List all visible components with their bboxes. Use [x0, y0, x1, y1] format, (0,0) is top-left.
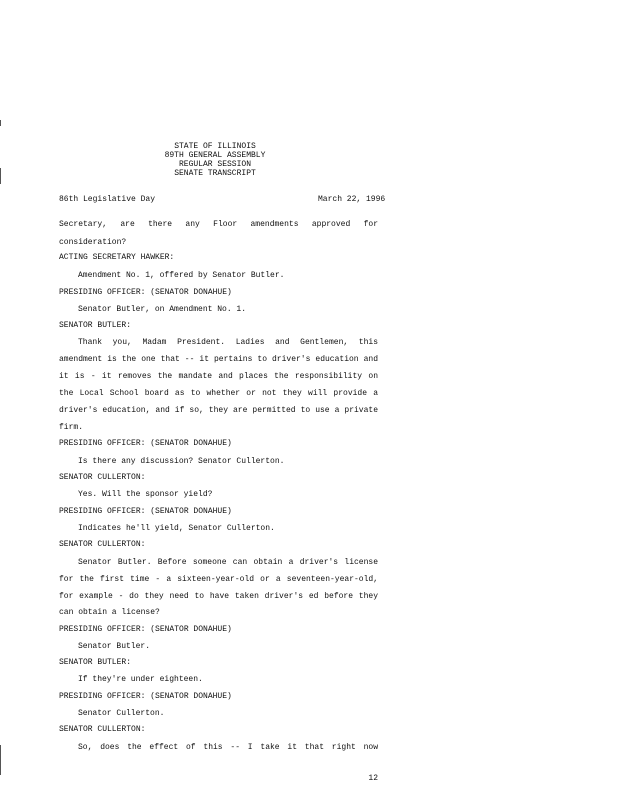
text-line: Senator Cullerton. — [78, 709, 165, 718]
speaker-label: PRESIDING OFFICER: (SENATOR DONAHUE) — [59, 692, 232, 701]
text-line: it is - it removes the mandate and places the responsibility on — [59, 372, 378, 381]
session-date: March 22, 1996 — [318, 195, 386, 204]
text-line: can obtain a license? — [59, 608, 160, 617]
text-line: driver's education, and if so, they are permitted to use a private — [59, 406, 378, 415]
header-transcript: SENATE TRANSCRIPT — [174, 169, 256, 178]
page-number: 12 — [368, 774, 378, 783]
text-line: amendment is the one that -- it pertains to driver's education and — [59, 355, 378, 364]
text-line: So, does the effect of this -- I take it that right now — [78, 743, 378, 752]
header-session: REGULAR SESSION — [178, 160, 251, 169]
text-line: the Local School board as to whether or not they will provide a — [59, 389, 378, 398]
text-line: firm. — [59, 423, 84, 432]
text-line: Thank you, Madam President. Ladies and Gentlemen, this — [78, 338, 378, 347]
text-line: Indicates he'll yield, Senator Cullerton. — [78, 524, 275, 533]
header-assembly: 89TH GENERAL ASSEMBLY — [164, 151, 266, 160]
text-line: Amendment No. 1, offered by Senator Butler. — [78, 271, 285, 280]
speaker-label: PRESIDING OFFICER: (SENATOR DONAHUE) — [59, 439, 232, 448]
speaker-label: SENATOR CULLERTON: — [59, 540, 146, 549]
scan-margin-mark — [0, 120, 1, 126]
legislative-day: 86th Legislative Day — [59, 195, 156, 204]
speaker-label: SENATOR BUTLER: — [59, 321, 132, 330]
text-line: Yes. Will the sponsor yield? — [78, 490, 213, 499]
speaker-label: PRESIDING OFFICER: (SENATOR DONAHUE) — [59, 288, 232, 297]
speaker-label: SENATOR BUTLER: — [59, 658, 132, 667]
text-line: consideration? — [59, 238, 127, 247]
text-line: for the first time - a sixteen-year-old or a seventeen-year-old, — [59, 575, 378, 584]
text-line: Senator Butler. — [78, 642, 151, 651]
text-line: Is there any discussion? Senator Cullerton. — [78, 457, 285, 466]
scan-margin-mark — [0, 745, 1, 775]
speaker-label: SENATOR CULLERTON: — [59, 473, 146, 482]
speaker-label: SENATOR CULLERTON: — [59, 725, 146, 734]
text-line: If they're under eighteen. — [78, 675, 203, 684]
header-state: STATE OF ILLINOIS — [174, 142, 256, 151]
text-line: Secretary, are there any Floor amendments approved for — [59, 220, 378, 229]
text-line: Senator Butler, on Amendment No. 1. — [78, 305, 247, 314]
speaker-label: PRESIDING OFFICER: (SENATOR DONAHUE) — [59, 507, 232, 516]
scan-margin-mark — [0, 168, 1, 184]
speaker-label: ACTING SECRETARY HAWKER: — [59, 253, 175, 262]
speaker-label: PRESIDING OFFICER: (SENATOR DONAHUE) — [59, 625, 232, 634]
text-line: for example - do they need to have taken driver's ed before they — [59, 592, 378, 601]
text-line: Senator Butler. Before someone can obtain a driver's license — [78, 558, 378, 567]
